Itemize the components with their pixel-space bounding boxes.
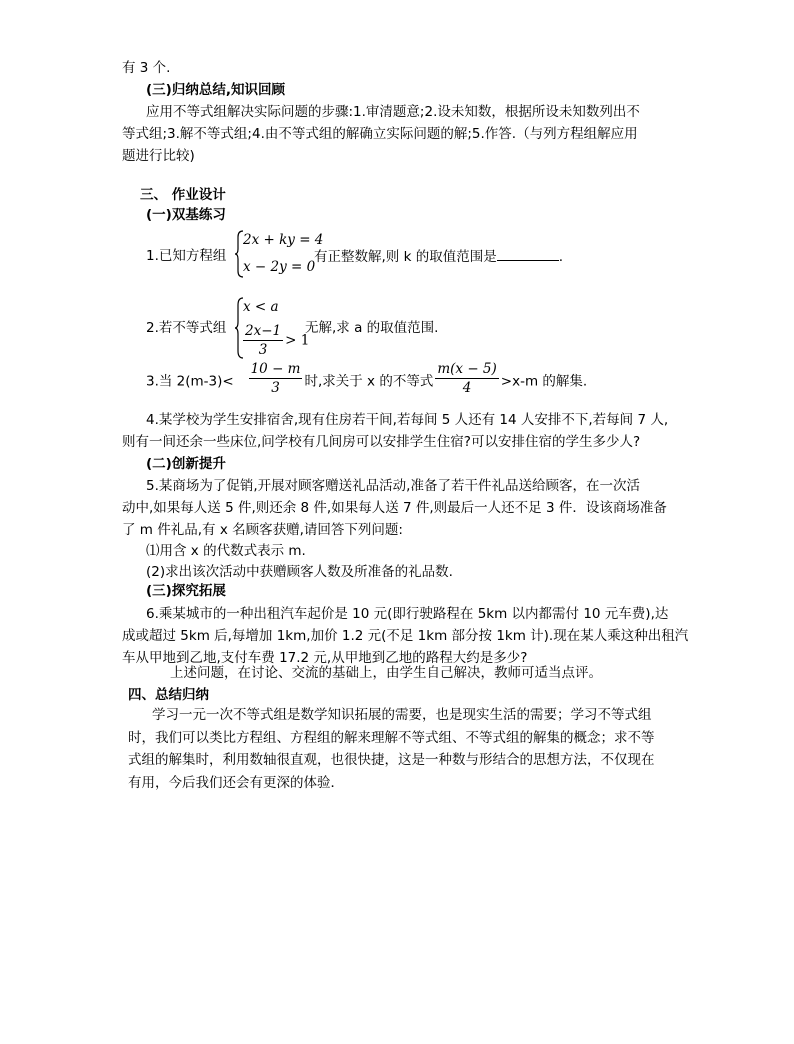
q5-line-1: 5.某商场为了促销,开展对顾客赠送礼品活动,准备了若干件礼品送给顾客，在一次活 [146, 478, 640, 494]
q2-inequality-2 [241, 322, 309, 359]
summary-line-2: 等式组;3.解不等式组;4.由不等式组的解确立实际问题的解;5.作答.（与列方程组解应用 [122, 126, 638, 142]
q1-tail-text: 有正整数解,则 k 的取值范围是 [314, 249, 497, 265]
q5-part-2: (2)求出该次活动中获赠顾客人数及所准备的礼品数. [146, 564, 453, 580]
q1-equation-1: 2x + ky = 4 [243, 232, 324, 248]
q3-lead: 3.当 2(m-3)< [146, 373, 234, 390]
q3-tail: >x-m 的解集. [500, 373, 588, 390]
q1-answer-blank [497, 246, 559, 261]
q3-fraction-2 [435, 360, 498, 397]
q1-equation-2: x − 2y = 0 [243, 259, 316, 275]
q2-inequality-1: x < a [243, 299, 279, 315]
q6-line-3: 车从甲地到乙地,支付车费 17.2 元,从甲地到乙地的路程大约是多少? [122, 650, 528, 666]
discussion-note: 上述问题，在讨论、交流的基础上，由学生自己解决，教师可适当点评。 [170, 665, 602, 681]
q5-part-1: ⑴用含 x 的代数式表示 m. [146, 543, 306, 559]
conclusion-line-2: 时，我们可以类比方程组、方程组的解来理解不等式组、不等式组的解集的概念；求不等 [128, 730, 655, 746]
conclusion-line-3: 式组的解集时，利用数轴很直观，也很快捷，这是一种数与形结合的思想方法，不仅现在 [128, 752, 655, 768]
q4-line-2: 则有一间还余一些床位,问学校有几间房可以安排学生住宿?可以安排住宿的学生多少人? [122, 434, 641, 450]
q6-line-2: 成或超过 5km 后,每增加 1km,加价 1.2 元(不足 1km 部分按 1km 计).现在某人乘这种出租汽 [122, 628, 689, 644]
q1-tail [314, 246, 563, 267]
q2-denominator: 3 [258, 342, 268, 358]
q3-numerator-2: m(x − 5) [437, 361, 497, 377]
q2-tail: 无解,求 a 的取值范围. [305, 320, 439, 336]
q3-denominator-2: 4 [462, 380, 472, 396]
q3-denominator-1: 3 [271, 380, 280, 396]
q3-numerator-1: 10 − m [250, 361, 301, 377]
q2-rhs: > 1 [285, 332, 310, 349]
subsection-exploration: (三)探究拓展 [146, 583, 226, 599]
summary-line-1: 应用不等式组解决实际问题的步骤:1.审清题意;2.设未知数，根据所设未知数列出不 [146, 104, 640, 120]
subsection-basic-practice: (一)双基练习 [146, 207, 226, 223]
q6-line-1: 6.乘某城市的一种出租汽车起价是 10 元(即行驶路程在 5km 以内都需付 10 元车费),达 [146, 606, 669, 622]
q3-line [146, 361, 588, 397]
q1-lead: 1.已知方程组 [146, 248, 227, 264]
q5-line-3: 了 m 件礼品,有 x 名顾客获赠,请回答下列问题: [122, 522, 403, 538]
q5-line-2: 动中,如果每人送 5 件,则还余 8 件,如果每人送 7 件,则最后一人还不足 3 件．设该商场准备 [122, 500, 667, 516]
summary-line-3: 题进行比较) [122, 148, 195, 164]
conclusion-line-1: 学习一元一次不等式组是数学知识拓展的需要，也是现实生活的需要；学习不等式组 [152, 707, 652, 723]
q4-line-1: 4.某学校为学生安排宿舍,现有住房若干间,若每间 5 人还有 14 人安排不下,若每间 7 人, [146, 412, 669, 428]
q2-fraction [243, 322, 283, 359]
q3-fraction-1 [249, 360, 303, 397]
section-homework-title: 三、 作业设计 [140, 187, 226, 203]
section-summary-title: (三)归纳总结,知识回顾 [146, 82, 285, 98]
conclusion-line-4: 有用，今后我们还会有更深的体验． [128, 775, 344, 791]
section-conclusion-title: 四、总结归纳 [128, 687, 209, 703]
q3-mid: 时,求关于 x 的不等式 [304, 373, 434, 390]
q2-numerator: 2x−1 [245, 323, 282, 339]
q2-lead: 2.若不等式组 [146, 320, 227, 336]
line-carryover: 有 3 个. [122, 60, 171, 76]
subsection-innovation: (二)创新提升 [146, 456, 226, 472]
q1-period: . [558, 249, 563, 265]
